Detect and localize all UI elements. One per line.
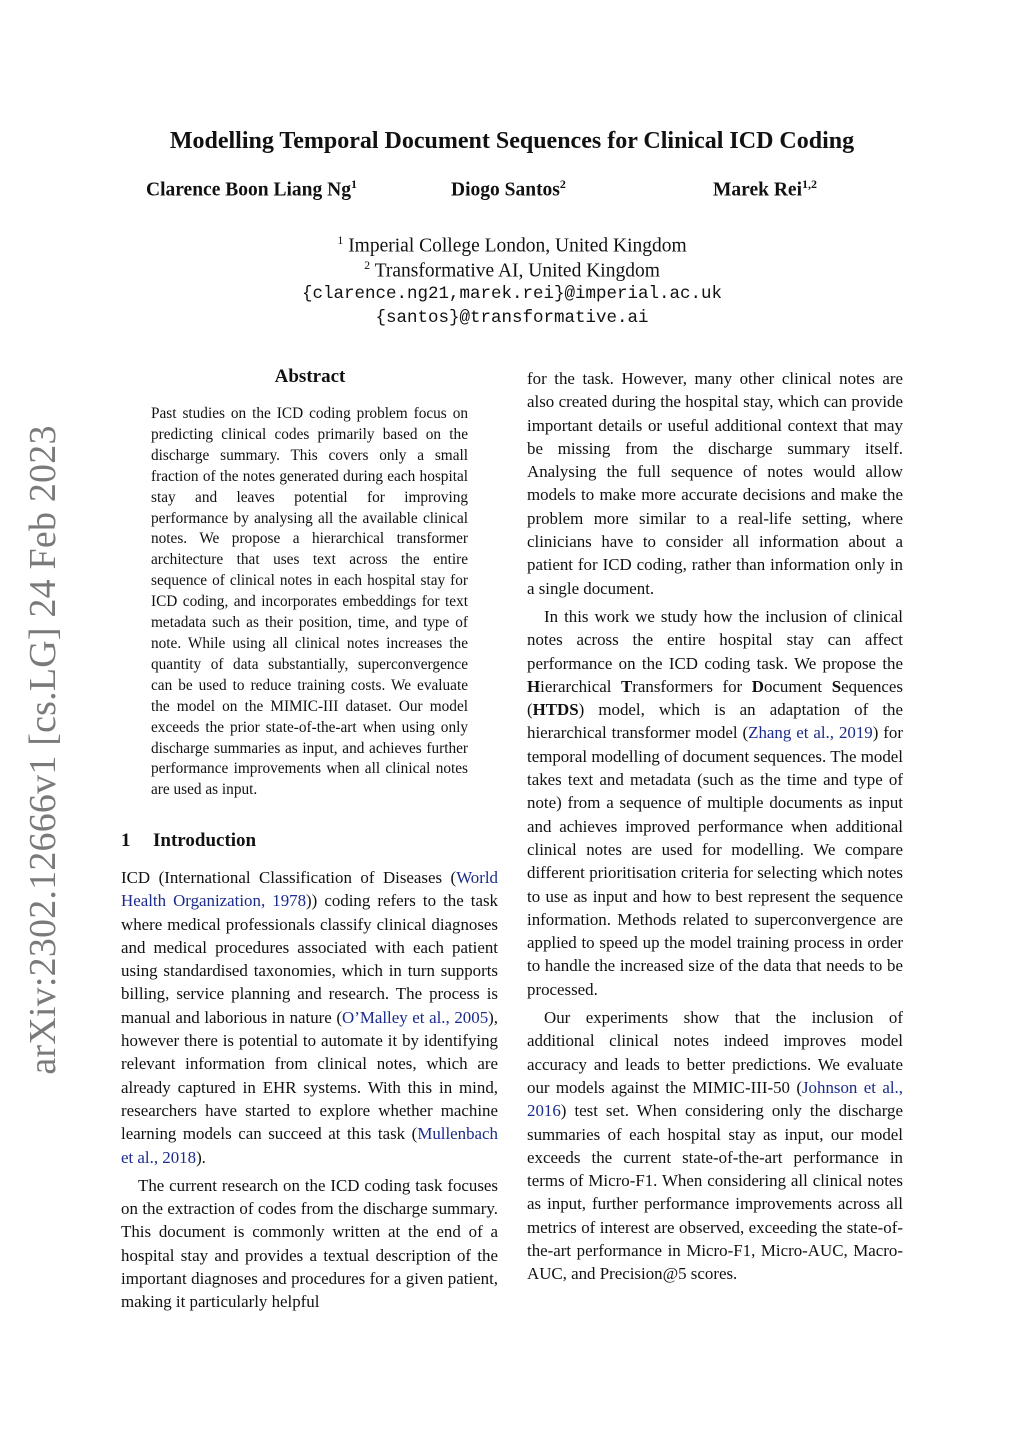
citation-mullenbach[interactable]: Mullenbach et al., 2018 — [121, 1124, 498, 1167]
right-column — [527, 367, 903, 1286]
author-3: Marek Rei$^{1,2}$ — [713, 177, 817, 201]
author-1: Clarence Boon Liang Ng$^1$ — [146, 177, 357, 201]
intro-paragraph-2-continued: for the task. However, many other clinical notes are also created during the hospital stay, which can provide important details or useful additional context that may be missing from the discharge summary itself. Analysing the full sequence of notes would allow models to make more accurate decisions and make the problem more similar to a real-life setting, where clinicians have to consider all information about a patient for ICD coding, rather than information only in a single document. — [527, 369, 903, 598]
affiliation-2: $^2$ Transformative AI, United Kingdom — [364, 258, 660, 282]
affiliation-1: $^1$ Imperial College London, United Kingdom — [337, 233, 687, 257]
author-2: Diogo Santos$^2$ — [451, 177, 566, 201]
section-heading-introduction: 1 Introduction — [121, 830, 257, 851]
email-2: {santos}@transformative.ai — [375, 308, 649, 328]
abstract-heading: Abstract — [274, 366, 346, 387]
left-column — [121, 866, 498, 1314]
intro-paragraph-1: ICD (International Classification of Diseases (World Health Organization, 1978)) coding refers to the task where medical professionals classify clinical diagnoses and medical procedures associated with each patient using standardised taxonomies, which in turn supports billing, service planning and research. The process is manual and laborious in nature (O’Malley et al., 2005), however there is potential to automate it by identifying relevant information from clinical notes, which are already captured in EHR systems. With this in mind, researchers have started to explore whether machine learning models can succeed at this task (Mullenbach et al., 2018). — [121, 868, 498, 1167]
citation-omalley[interactable]: O’Malley et al., 2005 — [342, 1007, 489, 1027]
intro-paragraph-3: In this work we study how the inclusion of clinical notes across the entire hospital stay can affect performance on the ICD coding task. We propose the Hierarchical Transformers for Document Sequences (HTDS) model, which is an adaptation of the hierarchical transformer model (Zhang et al., 2019) for temporal modelling of document sequences. The model takes text and metadata (such as the time and type of note) from a sequence of multiple documents as input and achieves improved performance when additional clinical notes are used for modelling. We compare different prioritisation criteria for selecting which notes to use as input and how to best represent the sequence information. Methods related to superconvergence are applied to speed up the model training process in order to handle the increased size of the data that needs to be processed. — [527, 606, 904, 999]
arxiv-identifier: arXiv:2302.12666v1 [cs.LG] 24 Feb 2023 — [22, 425, 64, 1075]
paper-title: Modelling Temporal Document Sequences for Clinical ICD Coding — [169, 128, 855, 154]
citation-zhang[interactable]: Zhang et al., 2019 — [748, 723, 873, 743]
intro-paragraph-2: The current research on the ICD coding task focuses on the extraction of codes from the discharge summary. This document is commonly written at the end of a hospital stay and provides a textual description of the important diagnoses and procedures for a given patient, making it particularly helpful — [121, 1175, 498, 1312]
citation-who[interactable]: World Health Organization, 1978 — [121, 868, 498, 911]
citation-johnson[interactable]: Johnson et al., 2016 — [527, 1077, 903, 1121]
email-1: {clarence.ng21,marek.rei}@imperial.ac.uk — [301, 284, 723, 304]
abstract-body: Past studies on the ICD coding problem focus on predicting clinical codes primarily based on the discharge summary. This covers only a small fraction of the notes generated during each hospital stay and leaves potential for improving performance by analysing all the available clinical notes. We propose a hierarchical transformer architecture that uses text across the entire sequence of clinical notes in each hospital stay for ICD coding, and incorporates embeddings for text metadata such as their position, time, and type of note. While using all clinical notes increases the quantity of data substantially, superconvergence can be used to reduce training costs. We evaluate the model on the MIMIC-III dataset. Our model exceeds the prior state-of-the-art when using only discharge summaries as input, and achieves further performance improvements when all clinical notes are used as input. — [151, 405, 468, 799]
intro-paragraph-4: Our experiments show that the inclusion of additional clinical notes indeed improves model accuracy and leads to better predictions. We evaluate our models against the MIMIC-III-50 (Johnson et al., 2016) test set. When considering only the discharge summaries of each hospital stay as input, our model exceeds the current state-of-the-art performance in terms of Micro-F1. When considering all clinical notes as input, further performance improvements across all metrics of interest are observed, exceeding the state-of-the-art performance in Micro-F1, Micro-AUC, Macro-AUC, and Precision@5 scores. — [527, 1008, 903, 1284]
